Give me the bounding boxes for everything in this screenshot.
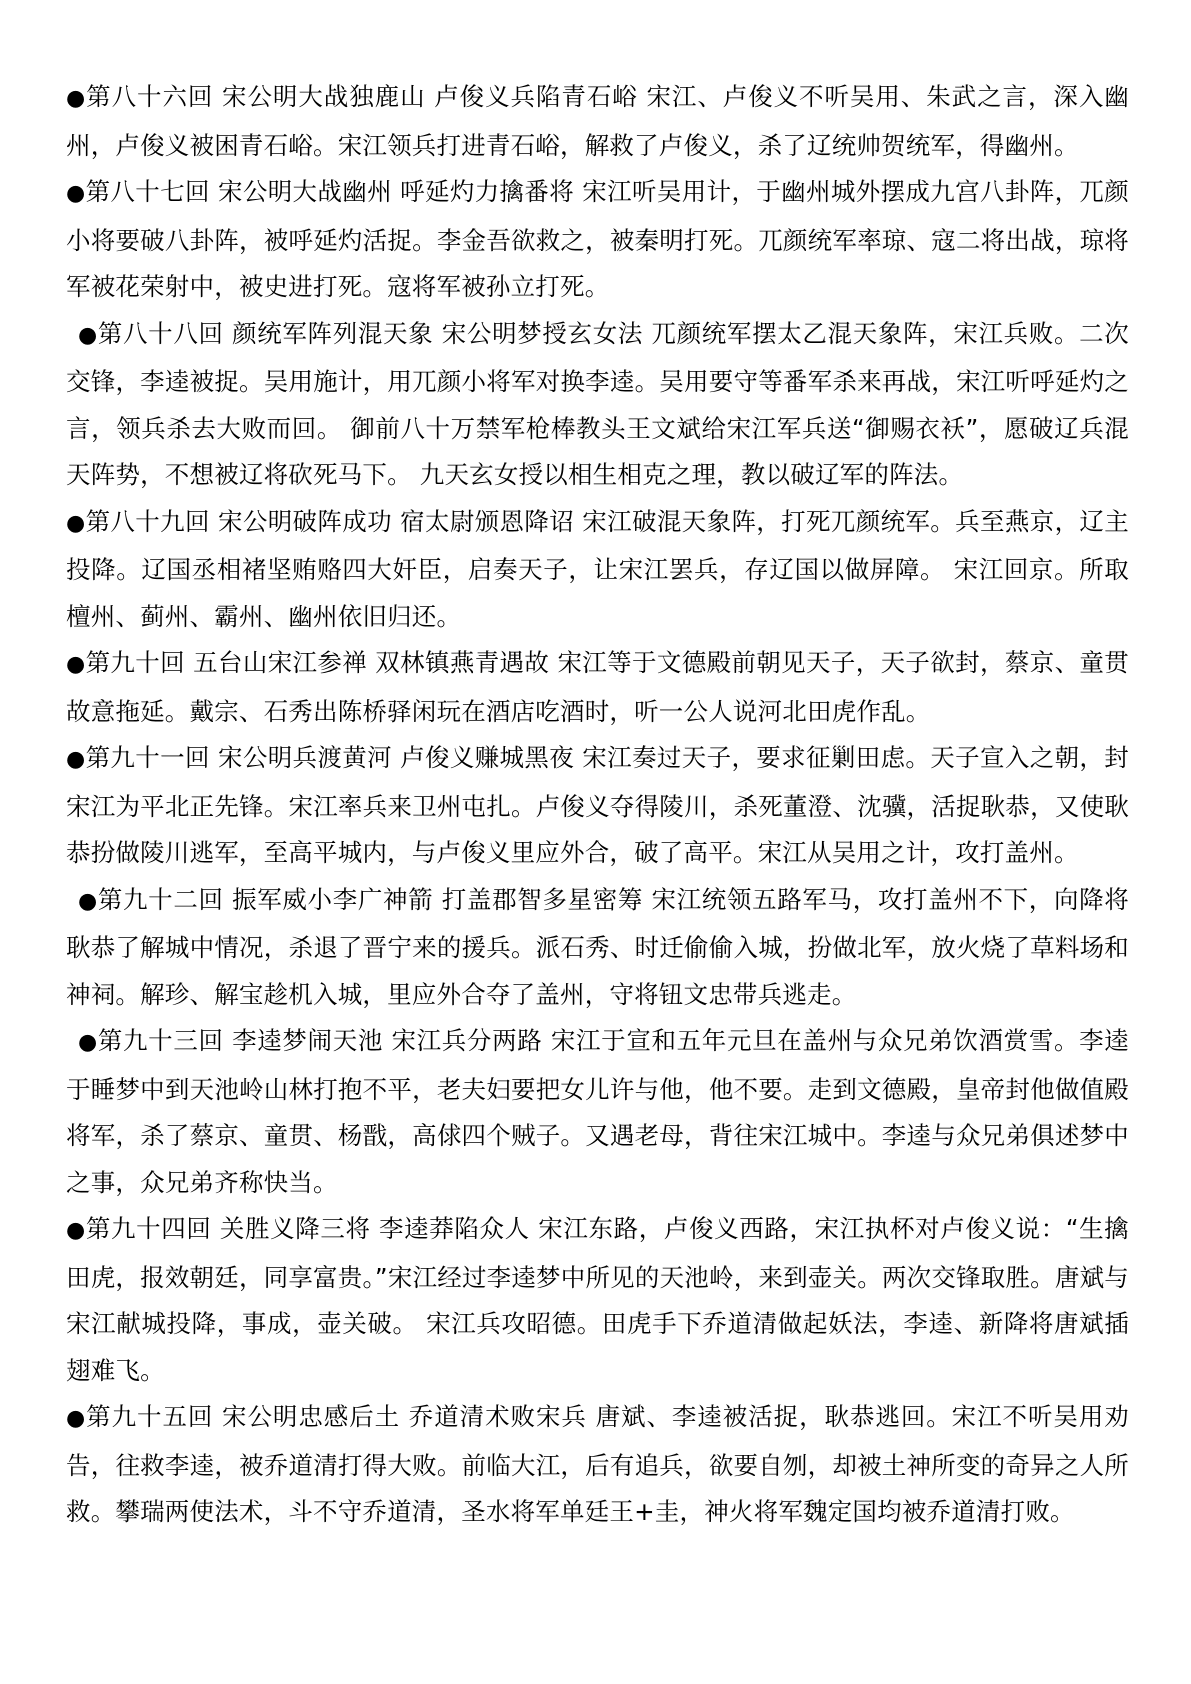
chapter-heading: 第八十六回 宋公明大战独鹿山 卢俊义兵陷青石峪: [86, 82, 638, 111]
chapter-summary: 宋江破混天象阵，打死兀颜统军。兵至燕京，辽主投降。辽国丞相褚坚贿赂四大奸臣，启奏天子，让宋江罢兵，存辽国以做屏障。 宋江回京。所取檀州、蓟州、霸州、幽州依旧归还。: [66, 506, 1129, 631]
section-95: [66, 1394, 1129, 1536]
section-89: [66, 499, 1129, 641]
bullet-icon: ●: [66, 1218, 86, 1243]
bullet-icon: ●: [66, 1406, 87, 1431]
bullet-icon: ●: [78, 1030, 98, 1055]
chapter-summary: 宋江听吴用计，于幽州城外摆成九宫八卦阵，兀颜小将要破八卦阵，被呼延灼活捉。李金吾欲救之，被秦明打死。兀颜统军率琼、寇二将出战，琼将军被花荣射中，被史进打死。寇将军被孙立打死。: [66, 177, 1129, 301]
chapter-heading: 第九十二回 振军威小李广神箭 打盖郡智多星密筹: [97, 884, 644, 914]
chapter-heading: 第九十一回 宋公明兵渡黄河 卢俊义赚城黑夜: [85, 743, 575, 772]
chapter-summary: 宋江东路，卢俊义西路，宋江执杯对卢俊义说：“生擒田虎，报效朝廷，同享富贵。”宋江经过李逵梦中所见的天池岭，来到壶关。两次交锋取胜。唐斌与宋江献城投降，事成，壶关破。 宋江兵攻昭德。田虎手下乔道清做起妖法，李逵、新降将唐斌插翅难飞。: [66, 1214, 1129, 1385]
chapter-summary: 宋江、卢俊义不听吴用、朱武之言，深入幽州，卢俊义被困青石峪。宋江领兵打进青石峪，解救了卢俊义，杀了辽统帅贺统军，得幽州。: [66, 82, 1129, 160]
section-90: [66, 640, 1129, 735]
chapter-summary: 宋江统领五路军马，攻打盖州不下，向降将耿恭了解城中情况，杀退了晋宁来的援兵。派石秀、时迁偷偷入城，扮做北军，放火烧了草料场和神祠。解珍、解宝趁机入城，里应外合夺了盖州，守将钮文忠带兵逃走。: [66, 884, 1129, 1009]
chapter-summary: 兀颜统军摆太乙混天象阵，宋江兵败。二次交锋，李逵被捉。吴用施计，用兀颜小将军对换李逵。吴用要守等番军杀来再战，宋江听呼延灼之言，领兵杀去大败而回。 御前八十万禁军枪棒教头王文斌给宋江军兵送“御赐衣袄”，愿破辽兵混天阵势，不想被辽将砍死马下。 九天玄女授以相生相克之理，教以破辽军的阵法。: [66, 318, 1129, 489]
chapter-heading: 第八十七回 宋公明大战幽州 呼延灼力擒番将: [85, 177, 575, 206]
bullet-icon: ●: [66, 652, 86, 677]
chapter-heading: 第八十九回 宋公明破阵成功 宿太尉颁恩降诏: [85, 506, 575, 536]
section-88: [66, 311, 1129, 499]
chapter-heading: 第九十四回 关胜义降三将 李逵莽陷众人: [85, 1214, 530, 1243]
bullet-icon: ●: [66, 181, 86, 206]
chapter-summary: 宋江于宣和五年元旦在盖州与众兄弟饮酒赏雪。李逵于睡梦中到天池岭山林打抱不平，老夫妇要把女儿许与他，他不要。走到文德殿，皇帝封他做值殿将军，杀了蔡京、童贯、杨戬，高俅四个贼子。又遇老母，背往宋江城中。李逵与众兄弟俱述梦中之事，众兄弟齐称快当。: [66, 1026, 1129, 1197]
section-93: [66, 1018, 1129, 1206]
chapter-heading: 第八十八回 颜统军阵列混天象 宋公明梦授玄女法: [97, 318, 644, 348]
bullet-icon: ●: [66, 86, 87, 111]
section-86: [66, 74, 1129, 169]
chapter-summary: 唐斌、李逵被活捉，耿恭逃回。宋江不听吴用劝告，往救李逵，被乔道清打得大败。前临大江，后有追兵，欲要自刎，却被土神所变的奇异之人所救。攀瑞两使法术，斗不守乔道清，圣水将军单廷王+圭，神火将军魏定国均被乔道清打败。: [66, 1402, 1129, 1526]
bullet-icon: ●: [78, 888, 98, 914]
bullet-icon: ●: [66, 510, 86, 536]
section-92: [66, 877, 1129, 1019]
bullet-icon: ●: [66, 747, 86, 772]
section-91: [66, 735, 1129, 877]
chapter-heading: 第九十五回 宋公明忠感后土 乔道清术败宋兵: [86, 1402, 587, 1431]
chapter-heading: 第九十三回 李逵梦闹天池 宋江兵分两路: [97, 1026, 543, 1055]
bullet-icon: ●: [78, 322, 98, 348]
section-87: [66, 169, 1129, 311]
chapter-summary: 宋江等于文德殿前朝见天子，天子欲封，蔡京、童贯故意拖延。戴宗、石秀出陈桥驿闲玩在酒店吃酒时，听一公人说河北田虎作乱。: [66, 648, 1129, 726]
chapter-heading: 第九十回 五台山宋江参禅 双林镇燕青遇故: [85, 648, 550, 677]
chapter-summary: 宋江奏过天子，要求征剿田虑。天子宣入之朝，封宋江为平北正先锋。宋江率兵来卫州屯扎。卢俊义夺得陵川，杀死董澄、沈骥，活捉耿恭，又使耿恭扮做陵川逃军，至高平城内，与卢俊义里应外合，破了高平。宋江从吴用之计，攻打盖州。: [66, 743, 1129, 867]
section-94: [66, 1206, 1129, 1394]
